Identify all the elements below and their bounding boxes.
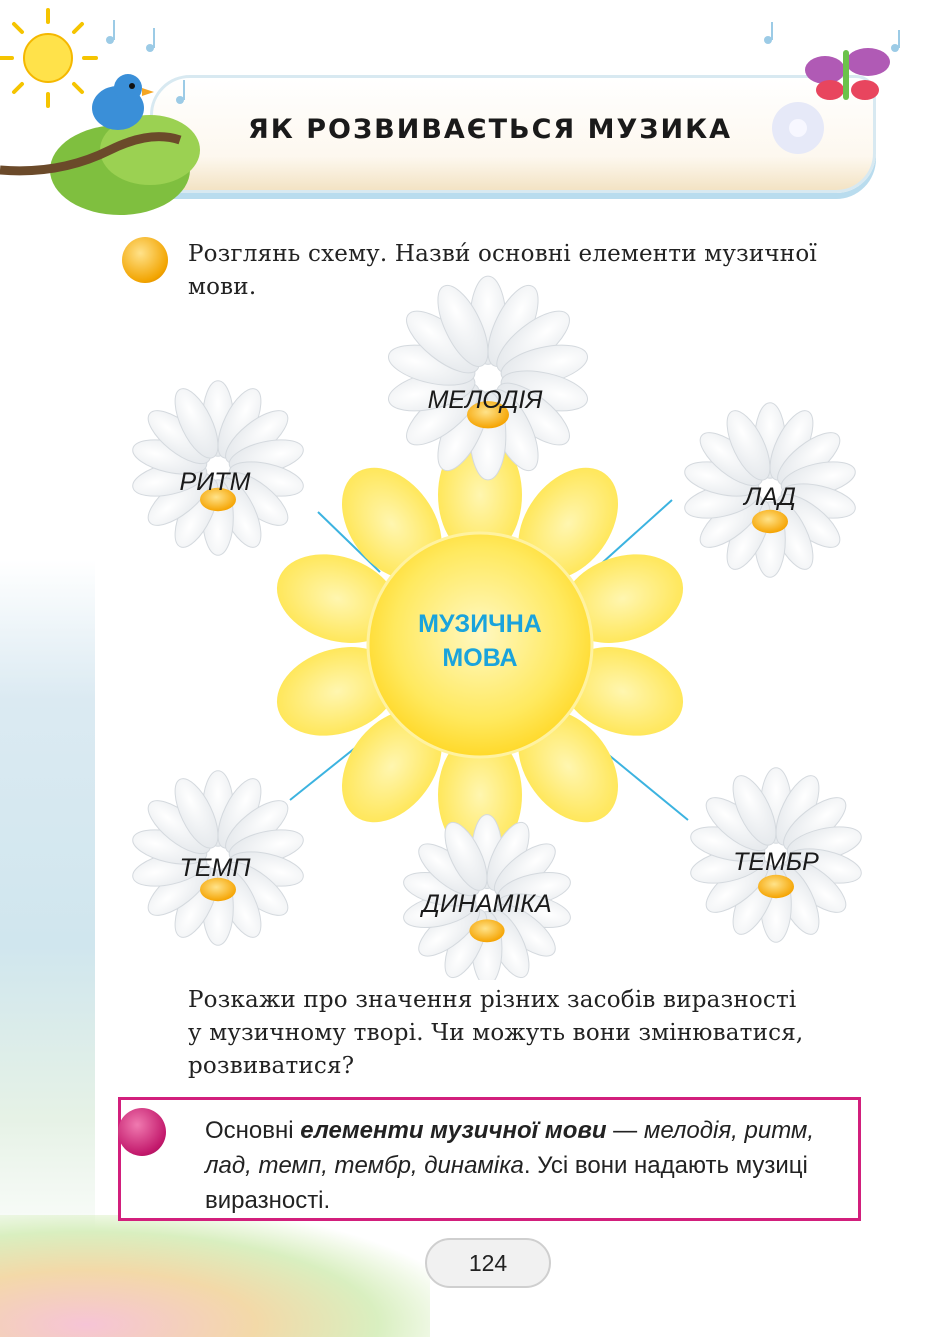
element-label-dynamics: ДИНАМІКА <box>422 890 552 918</box>
discussion-question <box>188 984 868 1083</box>
daisy-center <box>758 875 794 898</box>
key-fact-lead: Основні <box>205 1117 301 1144</box>
daisy-melody <box>385 276 592 480</box>
key-fact-list: мелодія, ритм, лад, темп, тембр, динаміка <box>205 1117 815 1179</box>
discussion-line-2: у музичному творі. Чи можуть вони змінюватися, <box>188 1020 804 1046</box>
element-label-timbre: ТЕМБР <box>733 848 819 876</box>
center-label-line-2: МОВА <box>442 644 518 672</box>
element-label-melody: МЕЛОДІЯ <box>427 386 543 414</box>
bottom-flowers-decoration <box>0 1215 430 1337</box>
discussion-line-1: Розкажи про значення різних засобів виразності <box>188 987 797 1013</box>
daisy-center <box>469 919 504 942</box>
key-fact-tail: . Усі вони надають музиці виразності. <box>205 1152 808 1214</box>
center-label-line-1: МУЗИЧНА <box>418 610 542 638</box>
element-label-tempo: ТЕМП <box>179 854 251 882</box>
task-instruction-line-1: Розглянь схему. Назви́ основні елементи музичної <box>188 241 817 267</box>
discussion-line-3: розвиватися? <box>188 1053 355 1079</box>
element-label-mode: ЛАД <box>744 483 796 511</box>
element-label-rhythm: РИТМ <box>179 468 251 496</box>
daisy-center <box>752 510 788 533</box>
exclamation-icon <box>118 1108 166 1156</box>
key-fact-text <box>205 1113 860 1218</box>
key-fact-term: елементи музичної мови <box>300 1117 607 1144</box>
task-instruction-line-2: мови. <box>188 274 257 300</box>
page-number: 124 <box>468 1250 508 1276</box>
key-fact-dash: — <box>606 1117 644 1144</box>
page-title: ЯК РОЗВИВАЄТЬСЯ МУЗИКА <box>247 114 733 145</box>
